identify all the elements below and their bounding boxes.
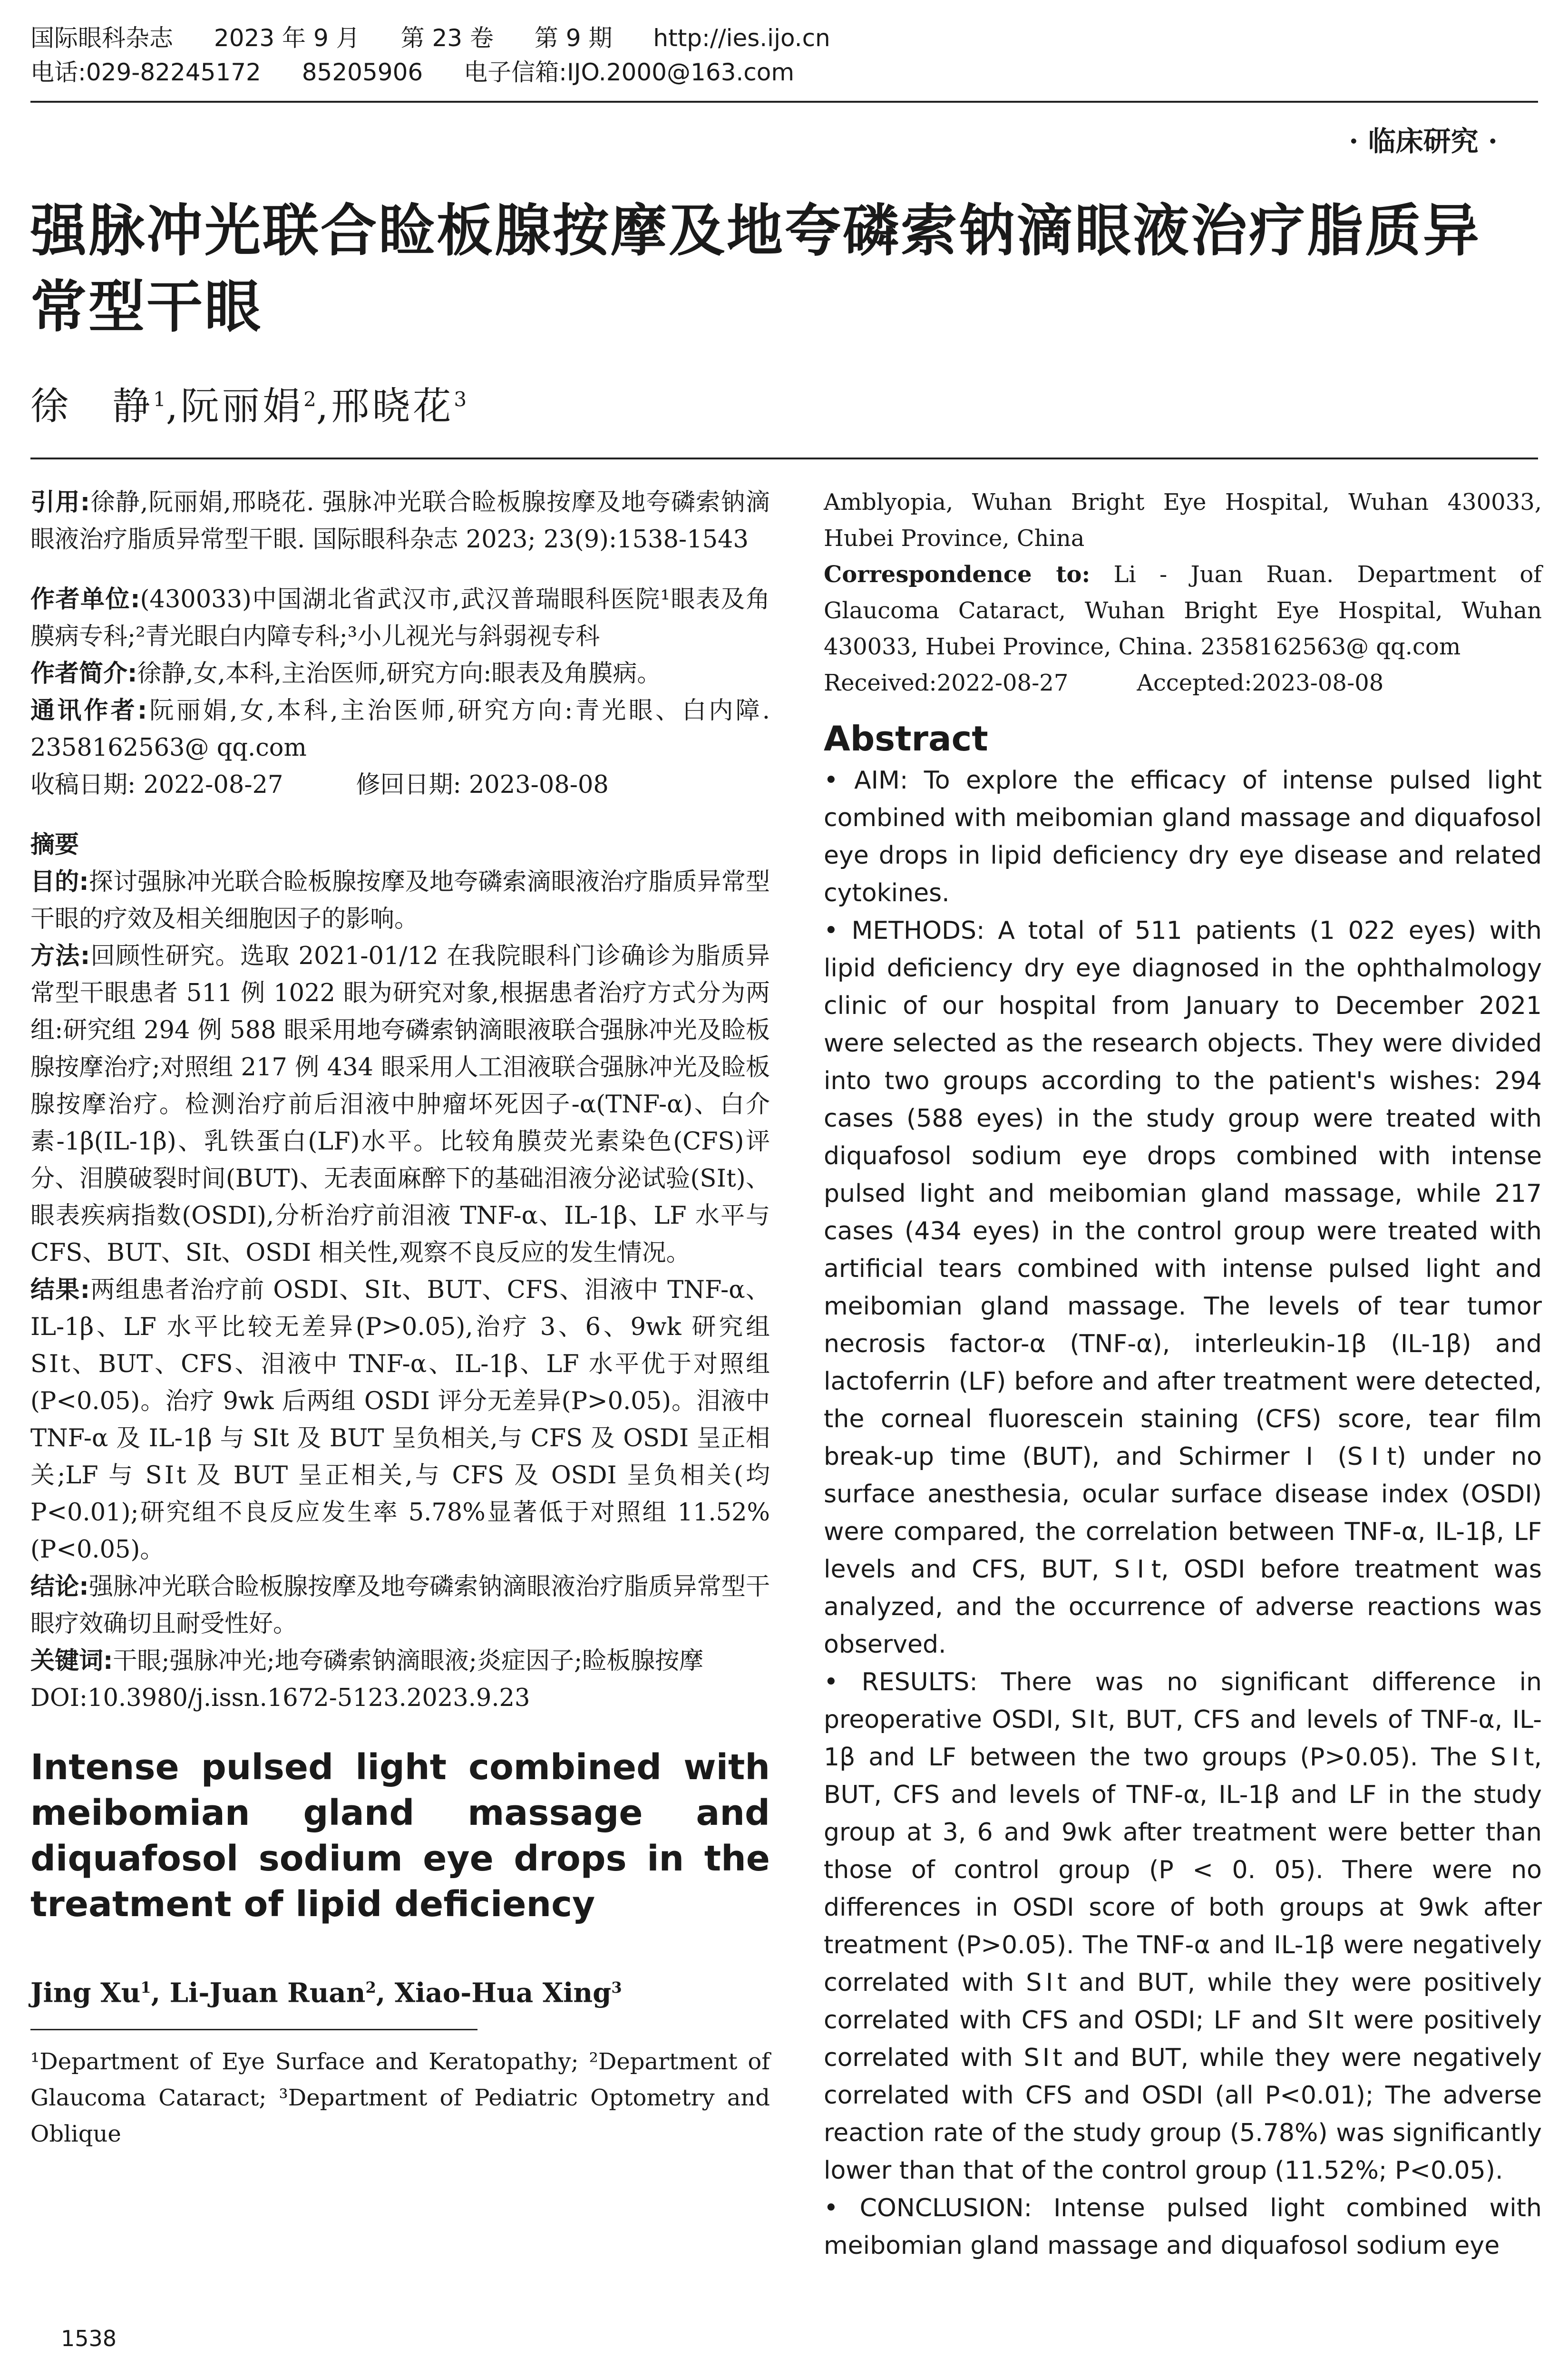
- journal-name: 国际眼科杂志: [30, 24, 173, 52]
- aim-cn: 目的:探讨强脉冲光联合睑板腺按摩及地夸磷索滴眼液治疗脂质异常型干眼的疗效及相关细胞因子的影响。: [30, 868, 770, 933]
- dates-cn: 收稿日期: 2022-08-27 修回日期: 2023-08-08: [30, 771, 609, 799]
- citation: 引用:徐静,阮丽娟,邢晓花. 强脉冲光联合睑板腺按摩及地夸磷索钠滴眼液治疗脂质异常型干眼. 国际眼科杂志 2023; 23(9):1538-1543: [30, 488, 770, 554]
- issue-number: 第 9 期: [534, 24, 613, 52]
- author-bio: 作者简介:徐静,女,本科,主治医师,研究方向:眼表及角膜病。: [30, 660, 662, 688]
- author-3-affil: 3: [454, 388, 467, 411]
- author-1-affil: 1: [153, 388, 166, 411]
- article-title: 强脉冲光联合睑板腺按摩及地夸磷索钠滴眼液治疗脂质异常型干眼: [30, 198, 1481, 340]
- journal-header: [30, 21, 1538, 89]
- aim-en: • AIM: To explore the efficacy of intense pulsed light combined with meibomian gland massage and diquafosol eye drops in lipid deficiency dry eye disease and related cytokines.: [824, 766, 1542, 907]
- conclusion-en: • CONCLUSION: Intense pulsed light combined with meibomian gland massage and diquafosol sodium eye: [824, 2194, 1542, 2260]
- methods-cn: 方法:回顾性研究。选取 2021-01/12 在我院眼科门诊确诊为脂质异常型干眼患者 511 例 1022 眼为研究对象,根据患者治疗方式分为两组:研究组 294 例 588 眼采用地夸磷索钠滴眼液联合强脉冲光及睑板腺按摩治疗;对照组 217 例 434 眼采用人工泪液联合强脉冲光及睑板腺按摩治疗。检测治疗前后泪液中肿瘤坏死因子-α(TNF-α)、白介素-1β(IL-1β)、乳铁蛋白(LF)水平。比较角膜荧光素染色(CFS)评分、泪膜破裂时间(BUT)、无表面麻醉下的基础泪液分泌试验(SⅠt)、眼表疾病指数(OSDI),分析治疗前泪液 TNF-α、IL-1β、LF 水平与 CFS、BUT、SⅠt、OSDI 相关性,观察不良反应的发生情况。: [30, 942, 770, 1267]
- dates-en: Received:2022-08-27 Accepted:2023-08-08: [824, 670, 1384, 696]
- email[interactable]: 电子信箱:IJO.2000@163.com: [464, 58, 795, 86]
- author-1: 徐 静: [30, 384, 153, 429]
- volume: 第 23 卷: [400, 24, 494, 52]
- journal-url[interactable]: http://ies.ijo.cn: [653, 24, 830, 52]
- corresponding-author: 通讯作者:阮丽娟,女,本科,主治医师,研究方向:青光眼、白内障. 2358162563@ qq.com: [30, 697, 770, 762]
- methods-en: • METHODS: A total of 511 patients (1 022 eyes) with lipid deficiency dry eye diagnosed in the ophthalmology clinic of our hospital from January to December 2021 were selected as the research objects. They were divided into two groups according to the patient's wishes: 294 cases (588 eyes) in the study group were treated with diquafosol sodium eye drops combined with intense pulsed light and meibomian gland massage, while 217 cases (434 eyes) in the control group were treated with artificial tears combined with intense pulsed light and meibomian gland massage. The levels of tear tumor necrosis factor-α (TNF-α), interleukin-1β (IL-1β) and lactoferrin (LF) before and after treatment were detected, the corneal fluorescein staining (CFS) score, tear film break-up time (BUT), and Schirmer Ⅰ (SⅠt) under no surface anesthesia, ocular surface disease index (OSDI) were compared, the correlation between TNF-α, IL-1β, LF levels and CFS, BUT, SⅠt, OSDI before treatment was analyzed, and the occurrence of adverse reactions was observed.: [824, 916, 1542, 1659]
- left-column: [30, 484, 770, 2152]
- abstract-heading-en: Abstract: [824, 719, 988, 759]
- author-3: 邢晓花: [331, 384, 454, 429]
- phone: 电话:029-82245172: [30, 58, 261, 86]
- footnote-rule: [30, 2029, 477, 2030]
- correspondence-en: Correspondence to: Li - Juan Ruan. Department of Glaucoma Cataract, Wuhan Bright Eye Hospital, Wuhan 430033, Hubei Province, China. 2358162563@ qq.com: [824, 561, 1542, 660]
- journal-header-line-2: [30, 55, 1538, 89]
- section-label: · 临床研究 ·: [1349, 125, 1498, 157]
- author-2-affil: 2: [303, 388, 316, 411]
- page-number: 1538: [61, 2326, 117, 2351]
- results-cn: 结果:两组患者治疗前 OSDI、SⅠt、BUT、CFS、泪液中 TNF-α、IL-1β、LF 水平比较无差异(P>0.05),治疗 3、6、9wk 研究组 SⅠt、BUT、CFS、泪液中 TNF-α、IL-1β、LF 水平优于对照组(P<0.05)。治疗 9wk 后两组 OSDI 评分无差异(P>0.05)。泪液中 TNF-α 及 IL-1β 与 SⅠt 及 BUT 呈负相关,与 CFS 及 OSDI 呈正相关;LF 与 SⅠt 及 BUT 呈正相关,与 CFS 及 OSDI 呈负相关(均 P<0.01);研究组不良反应发生率 5.78%显著低于对照组 11.52%(P<0.05)。: [30, 1276, 770, 1564]
- affiliation-cn: 作者单位:(430033)中国湖北省武汉市,武汉普瑞眼科医院¹眼表及角膜病专科;²青光眼白内障专科;³小儿视光与斜弱视专科: [30, 585, 770, 651]
- affiliation-en: ¹Department of Eye Surface and Keratopathy; ²Department of Glaucoma Cataract; ³Department of Pediatric Optometry and Oblique: [30, 2048, 770, 2147]
- results-en: • RESULTS: There was no significant difference in preoperative OSDI, SⅠt, BUT, CFS and levels of TNF-α, IL-1β and LF between the two groups (P>0.05). The SⅠt, BUT, CFS and levels of TNF-α, IL-1β and LF in the study group at 3, 6 and 9wk after treatment were better than those of control group (P < 0. 05). There were no differences in OSDI score of both groups at 9wk after treatment (P>0.05). The TNF-α and IL-1β were negatively correlated with SⅠt and BUT, while they were positively correlated with CFS and OSDI; LF and SⅠt were positively correlated with SⅠt and BUT, while they were negatively correlated with CFS and OSDI (all P<0.01); The adverse reaction rate of the study group (5.78%) was significantly lower than that of the control group (11.52%; P<0.05).: [824, 1668, 1542, 2185]
- abstract-heading-cn: 摘要: [30, 831, 79, 859]
- doi[interactable]: DOI:10.3980/j.issn.1672-5123.2023.9.23: [30, 1684, 530, 1712]
- header-rule: [30, 101, 1538, 103]
- affiliation-en-continued: Amblyopia, Wuhan Bright Eye Hospital, Wuhan 430033, Hubei Province, China: [824, 489, 1542, 552]
- keywords-cn: 关键词:干眼;强脉冲光;地夸磷索钠滴眼液;炎症因子;睑板腺按摩: [30, 1647, 704, 1675]
- issue-date: 2023 年 9 月: [214, 24, 360, 52]
- conclusion-cn: 结论:强脉冲光联合睑板腺按摩及地夸磷索钠滴眼液治疗脂质异常型干眼疗效确切且耐受性好。: [30, 1573, 770, 1638]
- right-column: [824, 484, 1542, 2265]
- phone-2: 85205906: [302, 58, 423, 86]
- authors-en: Jing Xu$^1$, Li-Juan Ruan$^2$, Xiao-Hua Xing$^3$: [30, 1977, 622, 2009]
- authors-cn: 徐 静$^1$,阮丽娟$^2$,邢晓花$^3$: [30, 384, 467, 429]
- title-rule: [30, 458, 1538, 459]
- journal-header-line-1: [30, 21, 1538, 55]
- author-2: 阮丽娟: [181, 384, 304, 429]
- english-title: Intense pulsed light combined with meibomian gland massage and diquafosol sodium eye drops in the treatment of lipid deficiency: [30, 1747, 770, 1925]
